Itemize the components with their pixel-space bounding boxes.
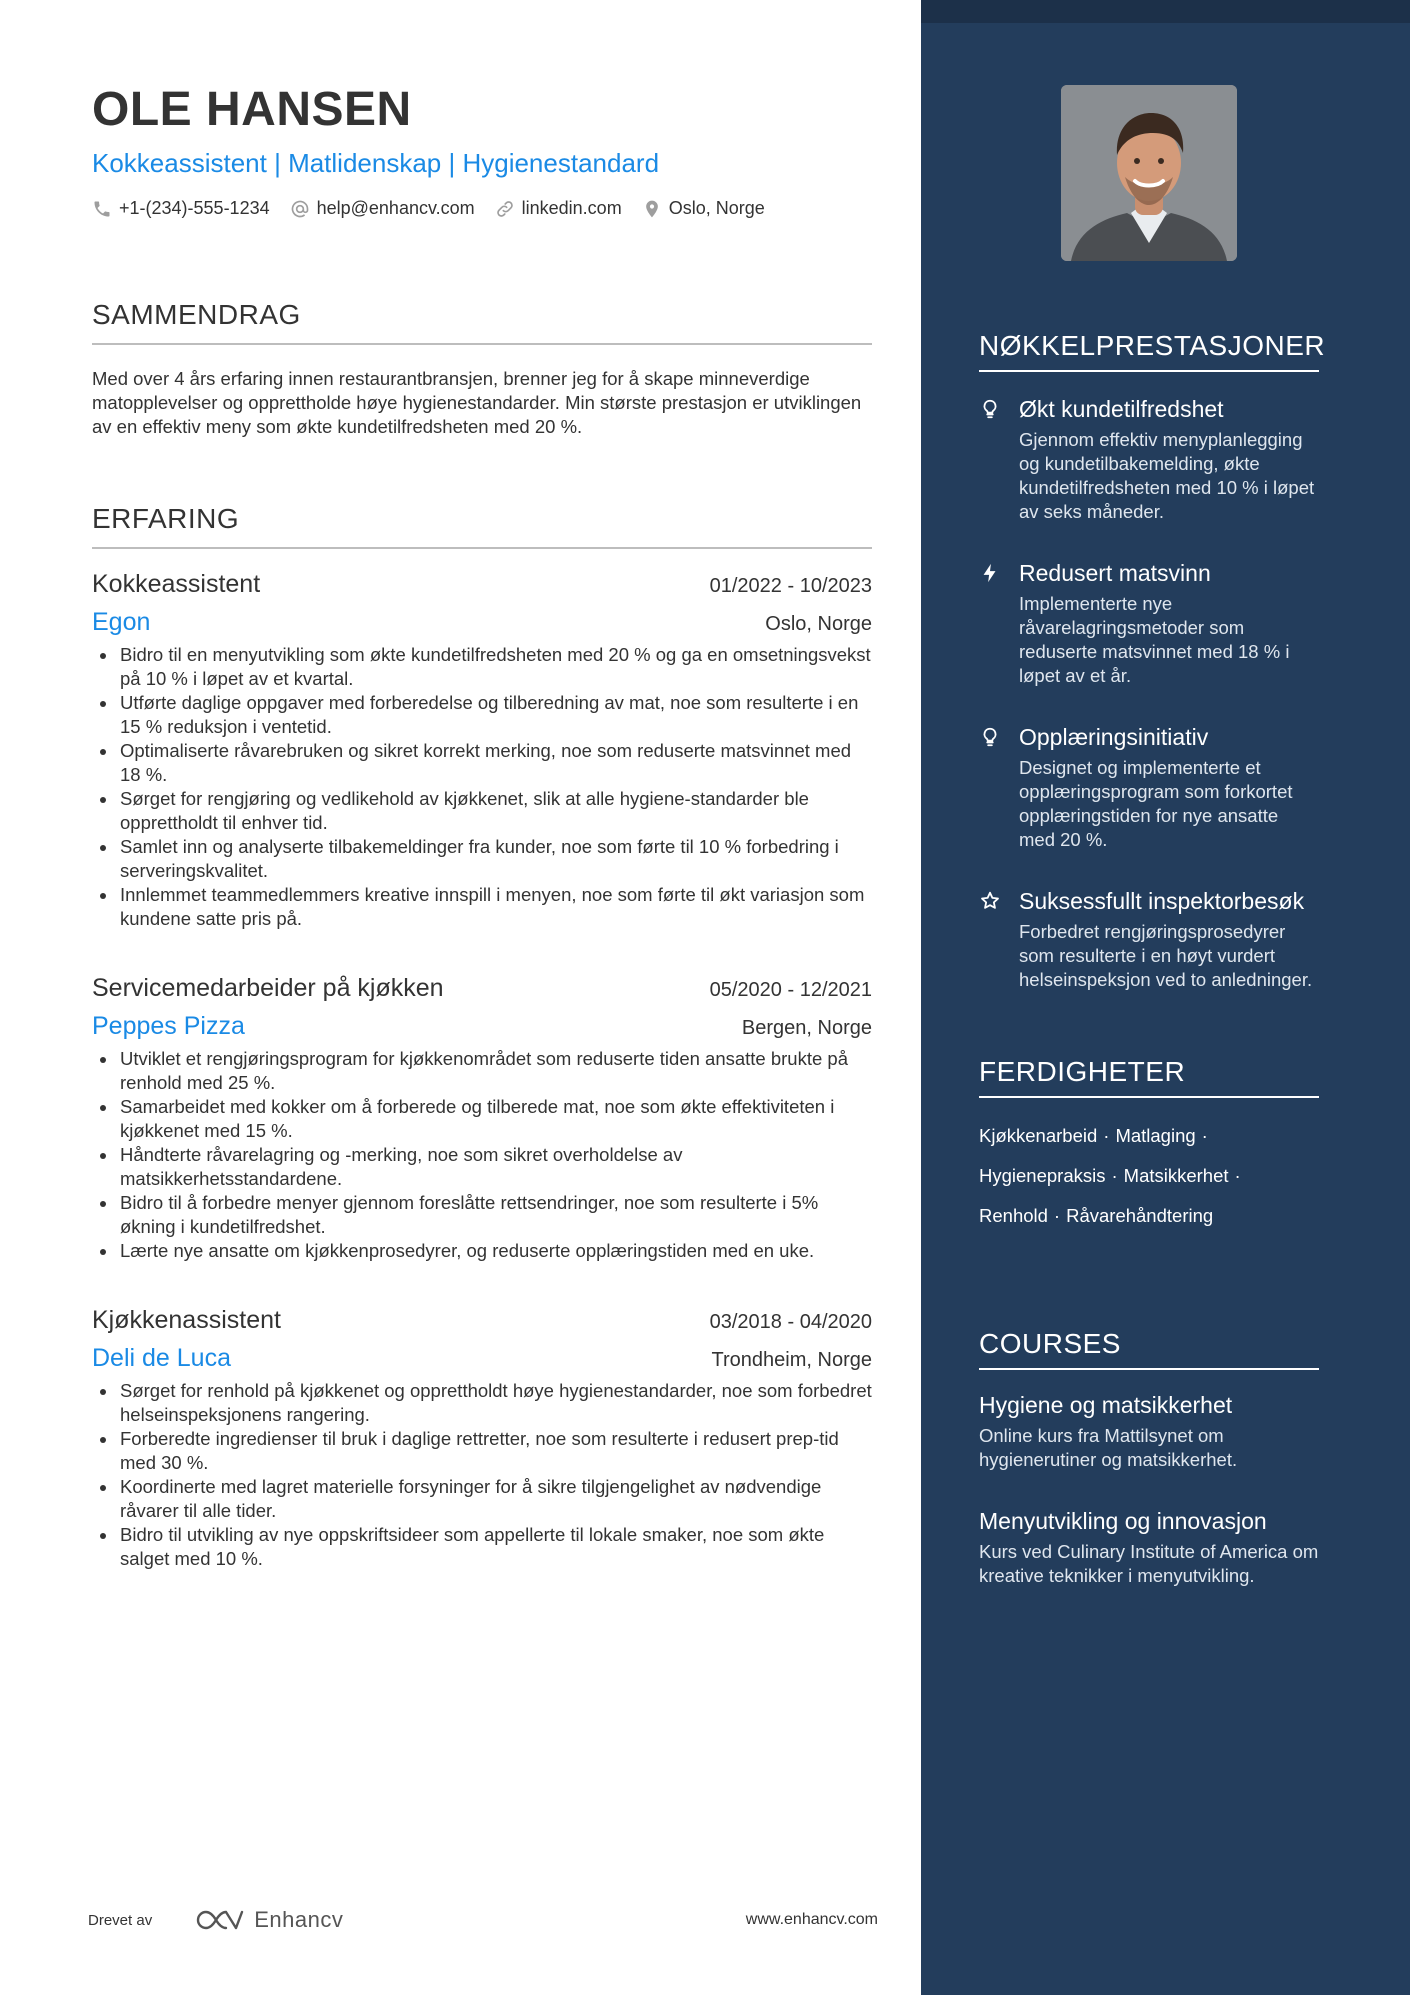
job-bullets — [92, 643, 872, 931]
achievement-item — [979, 558, 1319, 688]
job-company: Deli de Luca — [92, 1344, 231, 1372]
course-title: Hygiene og matsikkerhet — [979, 1392, 1233, 1418]
job-company: Egon — [92, 608, 151, 636]
achievement-title: Redusert matsvinn — [1019, 560, 1211, 586]
achievement-item — [979, 886, 1319, 992]
achievement-item — [979, 722, 1319, 852]
footer — [88, 1900, 878, 1940]
job-bullet: Bidro til utvikling av nye oppskriftsideer som appellerte til lokale smaker, noe som økte salget med 10 %. — [92, 1523, 872, 1571]
footer-url[interactable]: www.enhancv.com — [745, 1911, 878, 1928]
summary-section — [92, 297, 872, 439]
main-content — [92, 80, 872, 1571]
candidate-headline: Kokkeassistent | Matlidenskap | Hygienestandard — [92, 148, 660, 178]
achievement-icon-wrap — [979, 886, 1019, 992]
job-bullet: Bidro til en menyutvikling som økte kundetilfredsheten med 20 % og ga en omsetningsvekst på 10 % i løpet av et kvartal. — [92, 643, 872, 691]
job-dates: 05/2020 - 12/2021 — [709, 979, 872, 1001]
job-bullet: Bidro til å forbedre menyer gjennom foreslåtte rettsendringer, noe som resulterte i 5% økning i kundetilfredshet. — [92, 1191, 872, 1239]
footer-logo[interactable] — [196, 1907, 343, 1933]
contact-phone-text[interactable]: +1-(234)-555-1234 — [119, 198, 270, 218]
job-dates: 03/2018 - 04/2020 — [709, 1311, 872, 1333]
job-bullet: Forberedte ingredienser til bruk i daglige rettretter, noe som resulterte i redusert prep-tid med 30 %. — [92, 1427, 872, 1475]
contact-phone — [92, 198, 270, 219]
job-bullet: Samarbeidet med kokker om å forberede og tilberede mat, noe som økte effektiviteten i kjøkkenet med 15 %. — [92, 1095, 872, 1143]
skills-list — [979, 1116, 1319, 1236]
achievement-item — [979, 394, 1319, 524]
contact-email — [290, 198, 475, 219]
achievement-desc: Forbedret rengjøringsprosedyrer som resulterte i en høyt vurdert helseinspeksjon ved to anledninger. — [1019, 921, 1313, 990]
achievement-desc: Implementerte nye råvarelagringsmetoder som reduserte matsvinnet med 18 % i løpet av et år. — [1019, 593, 1290, 686]
achievements-title: NØKKELPRESTASJONER — [979, 328, 1319, 372]
achievement-body — [1019, 886, 1319, 992]
courses-section — [979, 1326, 1319, 1588]
achievement-title: Økt kundetilfredshet — [1019, 396, 1224, 422]
job-company-row — [92, 1005, 872, 1043]
skill-separator: · — [1103, 1125, 1110, 1146]
skill-item: Råvarehåndtering — [1066, 1205, 1214, 1226]
contact-location — [642, 198, 765, 219]
achievement-icon-wrap — [979, 558, 1019, 688]
link-icon — [495, 199, 515, 219]
course-desc: Online kurs fra Mattilsynet om hygienerutiner og matsikkerhet. — [979, 1425, 1238, 1470]
job-bullet: Sørget for renhold på kjøkkenet og opprettholdt høye hygienestandarder, noe som forbedret helseinspeksjonens rangering. — [92, 1379, 872, 1427]
job-entry — [92, 971, 872, 1263]
job-entry — [92, 567, 872, 931]
job-company-row — [92, 601, 872, 639]
job-bullet: Utførte daglige oppgaver med forberedelse og tilberedning av mat, noe som resulterte i en 15 % reduksjon i ventetid. — [92, 691, 872, 739]
skill-item: Hygienepraksis — [979, 1165, 1106, 1186]
footer-brand: Enhancv — [254, 1907, 344, 1932]
job-bullets — [92, 1047, 872, 1263]
job-entry — [92, 1303, 872, 1571]
contact-list — [92, 198, 872, 219]
job-bullet: Optimaliserte råvarebruken og sikret korrekt merking, noe som reduserte matsvinnet med 18 %. — [92, 739, 872, 787]
achievement-icon-wrap — [979, 394, 1019, 524]
experience-section — [92, 501, 872, 1571]
course-desc: Kurs ved Culinary Institute of America om kreative teknikker i menyutvikling. — [979, 1541, 1319, 1586]
candidate-name: OLE HANSEN — [92, 83, 412, 136]
summary-title: SAMMENDRAG — [92, 297, 872, 345]
lightbulb-icon — [979, 726, 1001, 748]
job-bullets — [92, 1379, 872, 1571]
enhancv-logo-icon — [196, 1907, 244, 1933]
job-location: Bergen, Norge — [741, 1017, 872, 1039]
at-icon — [290, 199, 310, 219]
job-company: Peppes Pizza — [92, 1012, 245, 1040]
contact-linkedin-text[interactable]: linkedin.com — [521, 198, 622, 218]
job-location: Oslo, Norge — [765, 613, 872, 635]
job-bullet: Lærte nye ansatte om kjøkkenprosedyrer, og reduserte opplæringstiden med en uke. — [92, 1239, 872, 1263]
contact-email-text[interactable]: help@enhancv.com — [316, 198, 475, 218]
job-dates: 01/2022 - 10/2023 — [709, 575, 872, 597]
job-bullet: Innlemmet teammedlemmers kreative innspill i menyen, noe som førte til økt variasjon som kundene satte pris på. — [92, 883, 872, 931]
experience-title: ERFARING — [92, 501, 872, 549]
job-bullet: Håndterte råvarelagring og -merking, noe som sikret overholdelse av matsikkerhetsstandardene. — [92, 1143, 872, 1191]
contact-location-text: Oslo, Norge — [668, 198, 765, 218]
avatar-icon — [1061, 85, 1237, 261]
achievement-icon-wrap — [979, 722, 1019, 852]
course-item — [979, 1390, 1319, 1472]
courses-title: COURSES — [979, 1326, 1319, 1370]
phone-icon — [92, 199, 112, 219]
sidebar-top-bar — [921, 0, 1410, 23]
achievement-title: Opplæringsinitiativ — [1019, 724, 1209, 750]
job-bullet: Sørget for rengjøring og vedlikehold av kjøkkenet, slik at alle hygiene-standarder ble opprettholdt til enhver tid. — [92, 787, 872, 835]
skill-separator: · — [1111, 1165, 1118, 1186]
job-title: Kokkeassistent — [92, 570, 261, 598]
sidebar — [921, 0, 1410, 1995]
location-icon — [642, 199, 662, 219]
footer-powered-by: Drevet av — [88, 1911, 153, 1929]
profile-photo — [1061, 85, 1237, 261]
summary-text: Med over 4 års erfaring innen restaurantbransjen, brenner jeg for å skape minneverdige matopplevelser og opprettholde høye hygienestandarder. Min største prestasjon er utviklingen av en effektiv meny som økte kundetilfredsheten med 20 %. — [92, 368, 862, 437]
achievements-section — [979, 328, 1326, 992]
skills-section — [979, 1054, 1319, 1236]
job-header — [92, 971, 872, 1005]
lightning-icon — [979, 562, 1001, 584]
skills-title: FERDIGHETER — [979, 1054, 1319, 1098]
achievement-body — [1019, 722, 1319, 852]
achievement-body — [1019, 558, 1319, 688]
achievement-body — [1019, 394, 1319, 524]
job-bullet: Samlet inn og analyserte tilbakemeldinger fra kunder, noe som førte til 10 % forbedring i serveringskvalitet. — [92, 835, 872, 883]
course-title: Menyutvikling og innovasjon — [979, 1508, 1267, 1534]
skill-item: Matlaging — [1115, 1125, 1196, 1146]
course-item — [979, 1506, 1319, 1588]
skill-separator: · — [1234, 1165, 1241, 1186]
skill-item: Matsikkerhet — [1123, 1165, 1229, 1186]
skill-item: Renhold — [979, 1205, 1048, 1226]
achievement-title: Suksessfullt inspektorbesøk — [1019, 888, 1305, 914]
sidebar-content — [979, 328, 1326, 1588]
job-header — [92, 1303, 872, 1337]
job-title: Kjøkkenassistent — [92, 1306, 281, 1334]
job-header — [92, 567, 872, 601]
star-icon — [979, 890, 1001, 912]
contact-linkedin — [495, 198, 622, 219]
skill-separator: · — [1053, 1205, 1061, 1226]
job-bullet: Koordinerte med lagret materielle forsyninger for å sikre tilgjengelighet av nødvendige råvarer til alle tider. — [92, 1475, 872, 1523]
lightbulb-icon — [979, 398, 1001, 420]
job-bullet: Utviklet et rengjøringsprogram for kjøkkenområdet som reduserte tiden ansatte brukte på renhold med 25 %. — [92, 1047, 872, 1095]
job-location: Trondheim, Norge — [711, 1349, 872, 1371]
achievement-desc: Designet og implementerte et opplæringsprogram som forkortet opplæringstiden for nye ansatte med 20 %. — [1019, 757, 1293, 850]
achievement-desc: Gjennom effektiv menyplanlegging og kundetilbakemelding, økte kundetilfredsheten med 10 % i løpet av seks måneder. — [1019, 429, 1315, 522]
skill-item: Kjøkkenarbeid — [979, 1125, 1098, 1146]
skill-separator: · — [1201, 1125, 1208, 1146]
job-company-row — [92, 1337, 872, 1375]
job-title: Servicemedarbeider på kjøkken — [92, 974, 444, 1002]
